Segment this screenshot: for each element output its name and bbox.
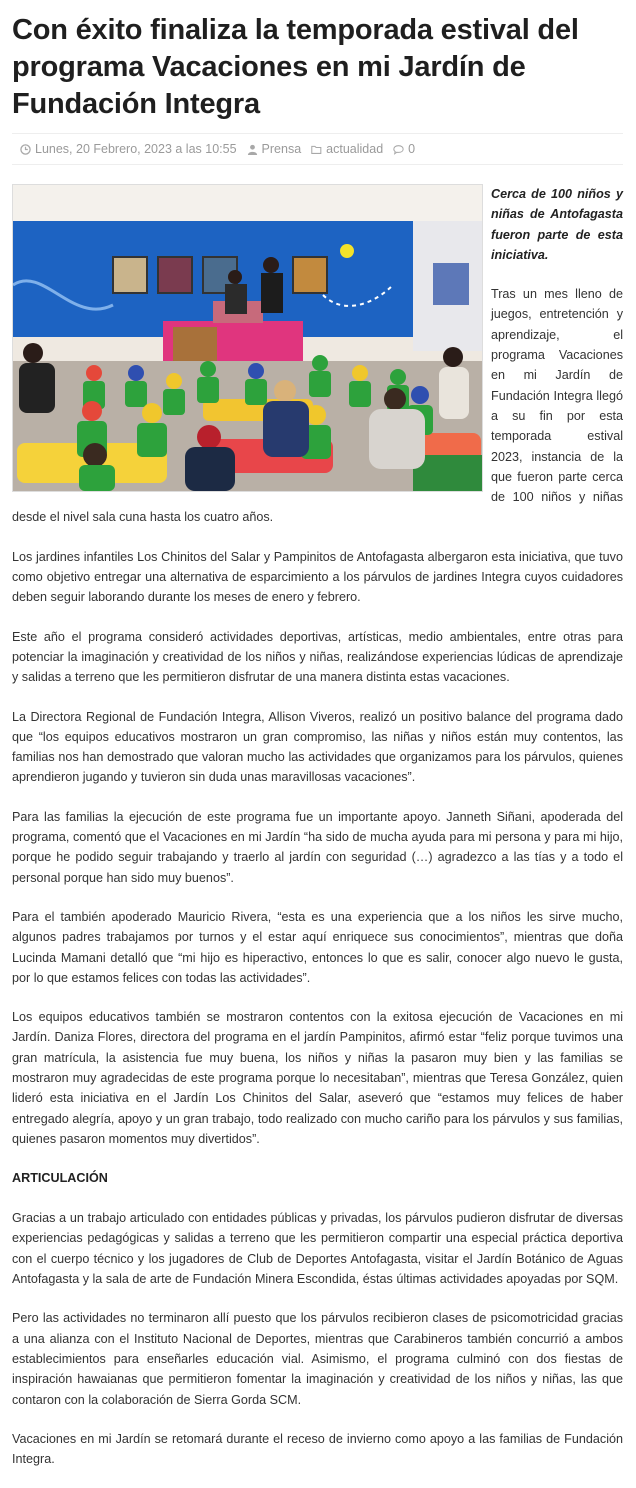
meta-comments[interactable] xyxy=(393,142,415,156)
user-icon xyxy=(247,144,258,155)
section-paragraph-3: Vacaciones en mi Jardín se retomará durante el receso de invierno como apoyo a las familias de Fundación Integra. xyxy=(12,1431,623,1467)
section-paragraph-1: Gracias a un trabajo articulado con entidades públicas y privadas, los párvulos pudieron disfrutar de diversas experiencias pedagógicas y salidas a terreno que les permitieron compartir una especial práctica deportiva con el cuerpo técnico y los jugadores de Club de Deportes Antofagasta, visitar el Jardín Botánico de Aguas Antofagasta y la sala de arte de Fundación Minera Escondida, éstas últimas actividades apoyadas por SQM. xyxy=(12,1211,623,1287)
paragraph-5: Para las familias la ejecución de este programa fue un importante apoyo. Janneth Siñani, apoderada del programa, comentó que el Vacaciones en mi Jardín “ha sido de mucha ayuda para mi persona y para mi hijo, porque he podido seguir trabajando y traerlo al jardín con seguridad (…) agradezco a las tías y a todo el personal porque han sido muy buenos”. xyxy=(12,809,623,885)
comment-icon xyxy=(393,144,404,155)
paragraph-2: Los jardines infantiles Los Chinitos del Salar y Pampinitos de Antofagasta albergaron esta iniciativa, que tuvo como objetivo entregar una alternativa de esparcimiento a los párvulos de jardines Integra cuyos cuidadores deben seguir laborando durante los meses de enero y febrero. xyxy=(12,549,623,605)
meta-date xyxy=(20,142,237,156)
article-photo[interactable] xyxy=(12,184,483,492)
article-meta xyxy=(12,133,623,165)
article-container xyxy=(12,0,623,1488)
folder-icon xyxy=(311,144,322,155)
article-title: Con éxito finaliza la temporada estival del programa Vacaciones en mi Jardín de Fundación Integra xyxy=(12,14,579,120)
section-heading: ARTICULACIÓN xyxy=(12,1171,108,1186)
article-body xyxy=(12,184,623,1469)
meta-author-link[interactable]: Prensa xyxy=(261,142,302,156)
meta-date-text: Lunes, 20 Febrero, 2023 a las 10:55 xyxy=(35,142,237,156)
paragraph-4: La Directora Regional de Fundación Integra, Allison Viveros, realizó un positivo balance del programa dado que “los equipos educativos mostraron un gran compromiso, las niñas y niños están muy contentos, las familias nos han demostrado que valoran mucho las actividades que organizamos para los párvulos, quienes aprendieron jugando y tuvieron sin duda unas maravillosas vacaciones”. xyxy=(12,709,623,785)
section-paragraph-2: Pero las actividades no terminaron allí puesto que los párvulos recibieron clases de psicomotricidad gracias a una alianza con el Instituto Nacional de Deportes, mientras que Carabineros también concurrió a ambos establecimientos para enseñarles educación vial. Asimismo, el programa culminó con dos fiestas de inspiración hawaianas que permitieron fomentar la imaginación y creatividad de los niños y niñas, las que contaron con la colaboración de Sierra Gorda SCM. xyxy=(12,1311,623,1407)
meta-comments-count[interactable]: 0 xyxy=(408,142,416,156)
paragraph-6: Para el también apoderado Mauricio Rivera, “esta es una experiencia que a los niños les sirve mucho, algunos padres trabajamos por turnos y el estar aquí enriquece sus conocimientos”, mientras que doña Lucinda Mamani detalló que “mi hijo es hiperactivo, entonces lo que es salir, conocer algo nuevo le gusta, por lo que estamos felices con todas las actividades”. xyxy=(12,909,623,985)
meta-category[interactable] xyxy=(311,142,383,156)
meta-category-link[interactable]: actualidad xyxy=(326,142,384,156)
paragraph-3: Este año el programa consideró actividades deportivas, artísticas, medio ambientales, entre otras para potenciar la imaginación y creatividad de los niños y niñas, realizándose experiencias lúdicas de aprendizaje y salidas a terreno que les permitieron disfrutar de una manera distinta estas vacaciones. xyxy=(12,629,623,685)
paragraph-7: Los equipos educativos también se mostraron contentos con la exitosa ejecución de Vacaciones en mi Jardín. Daniza Flores, directora del programa en el jardín Pampinitos, afirmó estar “feliz porque tuvimos una gran matrícula, la asistencia fue muy buena, los niños y niñas la pasaron muy bien y las familias se mostraron muy agradecidas de este programa porque lo necesitaban”, mientras que Teresa González, quien lideró esta iniciativa en el Jardín Los Chinitos del Salar, aseveró que “estamos muy felices de haber entregado alegría, apoyo y un gran trabajo, todo realizado con mucho cariño para los párvulos y sus familias, quienes pasaron momentos muy divertidos”. xyxy=(12,1010,623,1146)
clock-icon xyxy=(20,144,31,155)
classroom-photo-illustration xyxy=(13,185,482,491)
paragraph-1: Tras un mes lleno de juegos, entretención y aprendizaje, el programa Vacaciones en mi Jardín de Fundación Integra llegó a su fin por esta temporada estival 2023, instancia de la que fueron parte cerca de 100 niños y niñas desde el nivel sala cuna hasta los cuatro años. xyxy=(12,287,623,525)
meta-author[interactable] xyxy=(247,142,302,156)
lead-text: Cerca de 100 niños y niñas de Antofagasta fueron parte de esta iniciativa. xyxy=(491,187,623,262)
